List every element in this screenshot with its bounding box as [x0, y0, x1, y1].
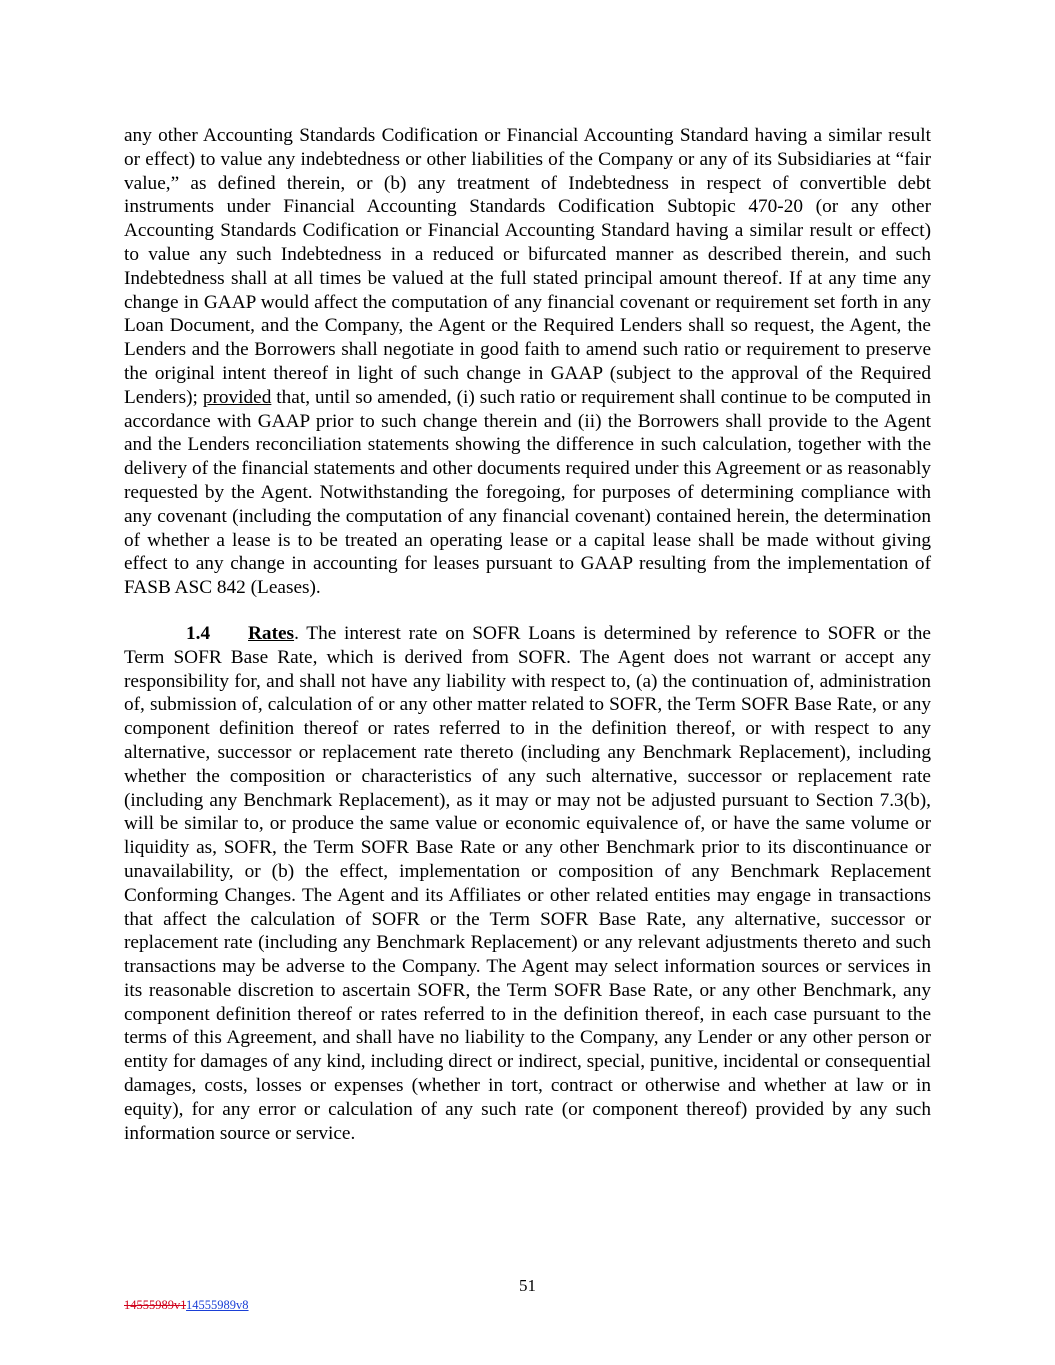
- paragraph-gaap-text-2: that, until so amended, (i) such ratio or requirement shall continue to be computed in accordance with GAAP prior to such change therein and (ii) the Borrowers shall provide to the Agent and the Lenders reconciliation statements showing the difference in such calculation, together with the delivery of the financial statements and other documents required under this Agreement or as reasonably requested by the Agent. Notwithstanding the foregoing, for purposes of determining compliance with any covenant (including the computation of any financial covenant) contained herein, the determination of whether a lease is to be treated an operating lease or a capital lease shall be made without giving effect to any change in accounting for leases pursuant to GAAP resulting from the implementation of FASB ASC 842 (Leases).: [124, 386, 931, 599]
- section-number: 1.4: [186, 622, 211, 644]
- paragraph-gaap-text-1: any other Accounting Standards Codification or Financial Accounting Standard having a similar result or effect) to value any indebtedness or other liabilities of the Company or any of its Subsidiaries at “fair value,” as defined therein, or (b) any treatment of Indebtedness in respect of convertible debt instruments under Financial Accounting Standards Codification Subtopic 470-20 (or any other Accounting Standards Codification or Financial Accounting Standard having a similar result or effect) to value any such Indebtedness in a reduced or bifurcated manner as described therein, and such Indebtedness shall at all times be valued at the full stated principal amount thereof. If at any time any change in GAAP would affect the computation of any financial covenant or requirement set forth in any Loan Document, and the Company, the Agent or the Required Lenders shall so request, the Agent, the Lenders and the Borrowers shall negotiate in good faith to amend such ratio or requirement to preserve the original intent thereof in light of such change in GAAP (subject to the approval of the Required Lenders);: [124, 125, 931, 408]
- document-body: [124, 124, 931, 1145]
- document-id-new: 14555989v8: [186, 1298, 249, 1312]
- paragraph-gaap: [124, 124, 931, 600]
- section-1-4: [124, 622, 931, 1146]
- page-number: 51: [519, 1276, 536, 1295]
- provided-term: provided: [202, 386, 272, 408]
- section-title: Rates: [248, 622, 295, 644]
- document-id-old: 14555989v1: [124, 1298, 187, 1312]
- section-body: . The interest rate on SOFR Loans is determined by reference to SOFR or the Term SOFR Base Rate, which is derived from SOFR. The Agent does not warrant or accept any responsibility for, and shall not have any liability with respect to, (a) the continuation of, administration of, submission of, calculation of or any other matter related to SOFR, the Term SOFR Base Rate, or any component definition thereof or rates referred to in the definition thereof, or with respect to any alternative, successor or replacement rate thereto (including any Benchmark Replacement), including whether the composition or characteristics of any such alternative, successor or replacement rate (including any Benchmark Replacement), as it may or may not be adjusted pursuant to Section 7.3(b), will be similar to, or produce the same value or economic equivalence of, or have the same volume or liquidity as, SOFR, the Term SOFR Base Rate or any other Benchmark prior to its discontinuance or unavailability, or (b) the effect, implementation or composition of any Benchmark Replacement Conforming Changes. The Agent and its Affiliates or other related entities may engage in transactions that affect the calculation of SOFR or the Term SOFR Base Rate, any alternative, successor or replacement rate (including any Benchmark Replacement) or any relevant adjustments thereto and such transactions may be adverse to the Company. The Agent may select information sources or services in its reasonable discretion to ascertain SOFR, the Term SOFR Base Rate, or any other Benchmark, any component definition thereof or rates referred to in the definition thereof, in each case pursuant to the terms of this Agreement, and shall have no liability to the Company, any Lender or any other person or entity for damages of any kind, including direct or indirect, special, punitive, incidental or consequential damages, costs, losses or expenses (whether in tort, contract or otherwise and whether at law or in equity), for any error or calculation of any such rate (or component thereof) provided by any such information source or service.: [124, 622, 931, 1144]
- document-id: [124, 1298, 249, 1313]
